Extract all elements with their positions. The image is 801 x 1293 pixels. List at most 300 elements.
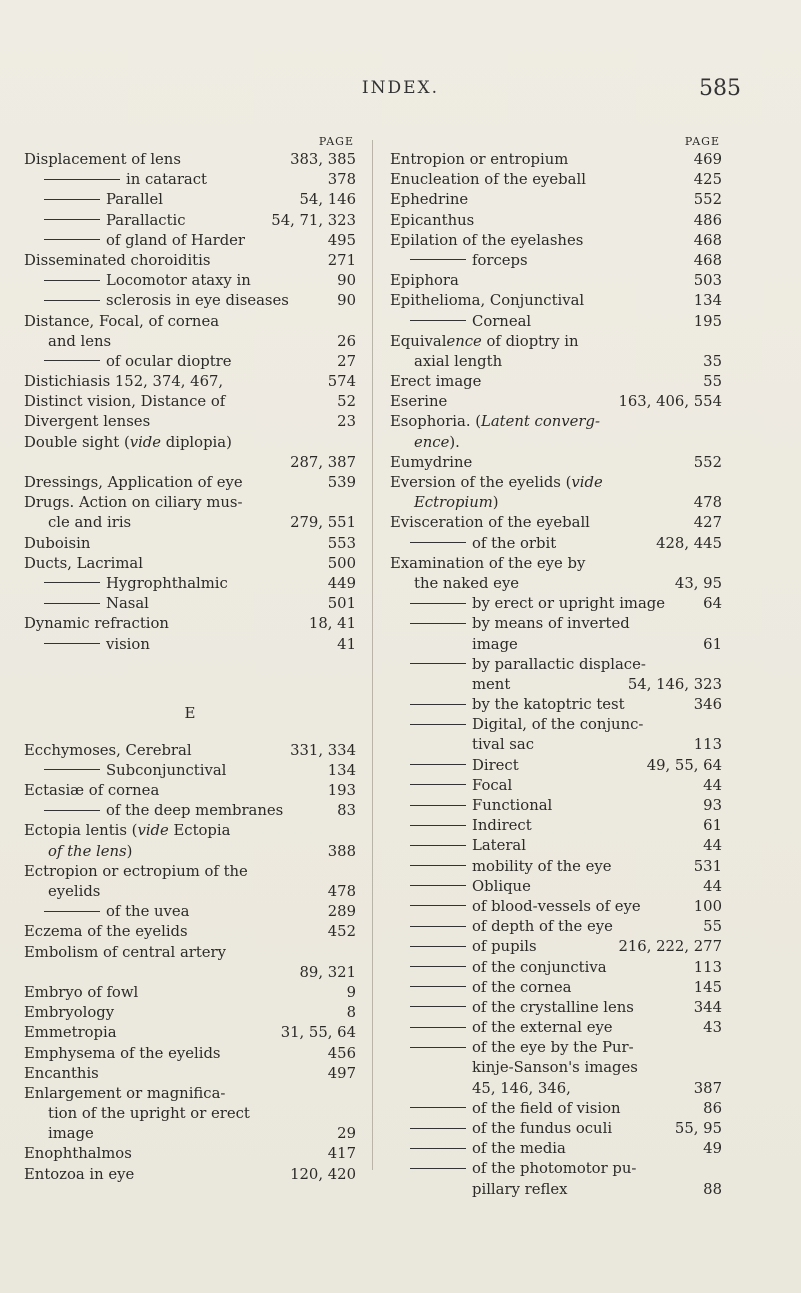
- entry-term: [24, 211, 265, 231]
- entry-term: [390, 998, 688, 1018]
- repeat-dash: [410, 959, 472, 976]
- entry-term: [390, 735, 688, 755]
- index-entry: [390, 655, 722, 675]
- entry-pages: 531: [693, 857, 722, 875]
- entry-pages: 113: [693, 958, 722, 976]
- repeat-dash: [410, 252, 472, 269]
- repeat-dash: [410, 817, 472, 834]
- entry-term: [24, 352, 331, 372]
- index-entry: [24, 943, 356, 963]
- entry-term: [24, 392, 331, 412]
- entry-term-text: sclerosis in eye diseases: [106, 292, 289, 310]
- entry-term: [390, 937, 612, 957]
- entry-pages: 452: [327, 923, 356, 941]
- column-divider: [372, 140, 373, 1170]
- index-entry: [390, 917, 722, 937]
- entry-term: [390, 655, 716, 675]
- index-entry: [390, 836, 722, 856]
- repeat-dash: [410, 595, 472, 612]
- entry-pages: 23: [337, 413, 356, 431]
- index-entry: [24, 594, 356, 614]
- entry-pages: 93: [703, 797, 722, 814]
- entry-term: [24, 312, 350, 332]
- index-entry: [390, 412, 722, 432]
- entry-term-text: of the external eye: [472, 1019, 613, 1037]
- index-list-e: [24, 741, 356, 1185]
- entry-term-text: Parallel: [106, 191, 163, 209]
- entry-term: [24, 1023, 275, 1043]
- entry-term-text: Indirect: [472, 817, 532, 835]
- repeat-dash: [410, 999, 472, 1016]
- entry-pages: 54, 146: [299, 191, 356, 209]
- entry-term: [390, 1038, 716, 1058]
- index-entry: [24, 211, 356, 231]
- entry-term: [24, 372, 322, 392]
- entry-term-text: of the crystalline lens: [472, 998, 634, 1016]
- entry-term-text: of the field of vision: [472, 1099, 621, 1117]
- repeat-dash: [44, 802, 106, 819]
- entry-term-text: of the conjunctiva: [472, 958, 607, 976]
- entry-term-text: kinje-Sanson's images: [472, 1059, 638, 1077]
- entry-term-text: pillary reflex: [472, 1180, 568, 1198]
- running-head: [0, 76, 801, 106]
- entry-term-text: Equivalence of dioptry in: [390, 332, 579, 350]
- entry-term: [390, 574, 669, 594]
- entry-term: [24, 781, 322, 801]
- index-entry: [390, 291, 722, 311]
- entry-term: [24, 1044, 322, 1064]
- entry-term-text: Ecchymoses, Cerebral: [24, 741, 192, 759]
- repeat-dash: [410, 837, 472, 854]
- entry-term: [24, 761, 322, 781]
- entry-pages: 346: [693, 696, 722, 714]
- index-entry: [390, 978, 722, 998]
- index-entry: [24, 1003, 356, 1023]
- index-entry: [24, 1064, 356, 1084]
- index-entry: [390, 150, 722, 170]
- entry-term: [390, 312, 688, 332]
- entry-term-text: ment: [472, 675, 511, 693]
- entry-term: [24, 433, 350, 453]
- index-entry: [24, 473, 356, 493]
- entry-term-text: Epithelioma, Conjunctival: [390, 292, 585, 310]
- entry-term: [390, 1079, 688, 1099]
- entry-term-text: Corneal: [472, 312, 532, 330]
- index-entry: [24, 251, 356, 271]
- entry-term: [390, 513, 688, 533]
- entry-term-text: of blood-vessels of eye: [472, 897, 641, 915]
- repeat-dash: [410, 777, 472, 794]
- index-entry: [390, 352, 722, 372]
- index-entry: [24, 801, 356, 821]
- entry-term: [390, 534, 650, 554]
- entry-term: [390, 291, 688, 311]
- index-entry: [390, 332, 722, 352]
- index-entry: [24, 190, 356, 210]
- entry-pages: 500: [327, 554, 356, 572]
- index-entry: [390, 998, 722, 1018]
- repeat-dash: [410, 1100, 472, 1117]
- repeat-dash: [44, 575, 106, 592]
- entry-term-text: of ocular dioptre: [106, 352, 232, 370]
- entry-term: [390, 695, 688, 715]
- entry-term-text: tival sac: [472, 736, 534, 754]
- entry-pages: 331, 334: [290, 741, 356, 759]
- index-entry: [24, 1023, 356, 1043]
- entry-term-text: eyelids: [48, 883, 101, 900]
- entry-term-text: of the orbit: [472, 534, 557, 552]
- entry-term-text: Distinct vision, Distance of: [24, 393, 226, 411]
- entry-term-text: Drugs. Action on ciliary mus-: [24, 494, 243, 512]
- index-entry: [390, 594, 722, 614]
- entry-term: [390, 594, 697, 614]
- repeat-dash: [44, 191, 106, 208]
- entry-term: [390, 554, 716, 574]
- index-entry: [390, 695, 722, 715]
- entry-term: [24, 614, 303, 634]
- entry-term-text: of the fundus oculi: [472, 1120, 613, 1137]
- entry-term: [24, 291, 331, 311]
- entry-term: [390, 978, 688, 998]
- index-entry: [390, 776, 722, 796]
- entry-term-text: of pupils: [472, 938, 537, 956]
- entry-pages: 279, 551: [290, 514, 356, 532]
- entry-term-text: Ectropion or ectropium of the: [24, 862, 248, 880]
- index-entry: [390, 1139, 722, 1159]
- entry-term: [390, 493, 688, 513]
- entry-pages: 497: [327, 1064, 356, 1082]
- entry-pages: 55: [703, 918, 722, 936]
- repeat-dash: [410, 878, 472, 895]
- index-entry: [390, 1180, 722, 1200]
- entry-pages: 44: [703, 837, 722, 855]
- entry-pages: 55: [703, 373, 722, 391]
- index-entry: [390, 877, 722, 897]
- entry-term: [390, 372, 697, 392]
- entry-term-text: Eserine: [390, 393, 448, 411]
- entry-term: [24, 821, 350, 841]
- entry-term: [390, 857, 688, 877]
- entry-term-text: of the deep membranes: [106, 802, 284, 820]
- index-entry: [24, 741, 356, 761]
- entry-pages: 195: [693, 312, 722, 330]
- entry-pages: 428, 445: [656, 534, 722, 552]
- repeat-dash: [44, 595, 106, 612]
- index-entry: [24, 862, 356, 882]
- repeat-dash: [410, 898, 472, 915]
- index-entry: [24, 635, 356, 655]
- section-letter: E: [184, 703, 196, 722]
- entry-term: [390, 332, 716, 352]
- entry-term: [24, 150, 284, 170]
- index-entry: [390, 493, 722, 513]
- entry-term: [390, 816, 697, 836]
- index-entry: [390, 251, 722, 271]
- entry-pages: 31, 55, 64: [280, 1024, 356, 1042]
- entry-pages: 574: [327, 373, 356, 391]
- repeat-dash: [410, 1120, 472, 1137]
- entry-pages: 43, 95: [674, 574, 722, 592]
- entry-pages: 478: [693, 494, 722, 512]
- index-entry: [24, 453, 356, 473]
- entry-term-text: Entropion or entropium: [390, 151, 569, 168]
- entry-term: [24, 574, 322, 594]
- entry-term: [390, 877, 697, 897]
- entry-pages: 388: [327, 842, 356, 860]
- entry-term-text: Embolism of central artery: [24, 943, 226, 961]
- entry-term: [24, 983, 341, 1003]
- entry-term: [390, 675, 622, 695]
- entry-term-text: by parallactic displace-: [472, 655, 646, 673]
- index-entry: [390, 756, 722, 776]
- entry-term: [24, 554, 322, 574]
- entry-term: [24, 801, 331, 821]
- entry-term-text: Eversion of the eyelids (vide: [390, 474, 603, 491]
- entry-term-text: Locomotor ataxy in: [106, 272, 251, 290]
- entry-term-text: Functional: [472, 797, 553, 814]
- index-entry: [24, 882, 356, 902]
- right-column: [390, 134, 722, 1200]
- entry-pages: 52: [337, 393, 356, 411]
- entry-term-text: by means of inverted: [472, 615, 630, 633]
- entry-term: [390, 392, 612, 412]
- entry-pages: 100: [693, 897, 722, 915]
- repeat-dash: [410, 1140, 472, 1157]
- index-entry: [390, 1079, 722, 1099]
- entry-term-text: Ectopia lentis (vide Ectopia: [24, 822, 231, 840]
- entry-term: [390, 271, 688, 291]
- entry-pages: 88: [703, 1180, 722, 1198]
- running-head-title: INDEX.: [361, 78, 440, 98]
- index-entry: [390, 1159, 722, 1179]
- entry-term-text: Erect image: [390, 373, 482, 391]
- entry-term: [390, 190, 688, 210]
- entry-term: [24, 922, 322, 942]
- repeat-dash: [410, 696, 472, 713]
- repeat-dash: [410, 535, 472, 552]
- repeat-dash: [44, 292, 106, 309]
- entry-term-text: Embryo of fowl: [24, 983, 139, 1001]
- index-entry: [24, 493, 356, 513]
- entry-term-text: Entozoa in eye: [24, 1165, 135, 1183]
- entry-pages: 54, 146, 323: [627, 675, 722, 693]
- repeat-dash: [410, 656, 472, 673]
- entry-term: [390, 211, 688, 231]
- entry-term-text: forceps: [472, 251, 528, 269]
- entry-term: [390, 412, 716, 432]
- entry-term: [24, 1165, 284, 1185]
- entry-term: [390, 1099, 697, 1119]
- entry-term-text: Epicanthus: [390, 211, 475, 229]
- entry-term: [24, 902, 322, 922]
- index-entry: [24, 291, 356, 311]
- repeat-dash: [410, 1019, 472, 1036]
- repeat-dash: [410, 979, 472, 996]
- index-entry: [390, 816, 722, 836]
- entry-pages: 18, 41: [308, 615, 356, 633]
- index-entry: [24, 1084, 356, 1104]
- entry-term-text: Enlargement or magnifica-: [24, 1084, 226, 1102]
- entry-term-text: Double sight (vide diplopia): [24, 433, 232, 451]
- entry-term: [24, 943, 350, 963]
- index-entry: [390, 735, 722, 755]
- repeat-dash: [44, 762, 106, 779]
- entry-term: [390, 150, 688, 170]
- repeat-dash: [44, 272, 106, 289]
- entry-pages: 113: [693, 736, 722, 754]
- entry-term-text: Ephedrine: [390, 191, 469, 209]
- entry-pages: 64: [703, 595, 722, 613]
- entry-pages: 35: [703, 352, 722, 370]
- repeat-dash: [44, 903, 106, 920]
- index-entry: [24, 412, 356, 432]
- entry-term: [390, 897, 688, 917]
- entry-pages: 90: [337, 292, 356, 310]
- entry-term-text: of the media: [472, 1140, 566, 1158]
- entry-term-text: Parallactic: [106, 211, 186, 229]
- index-entry: [390, 392, 722, 412]
- entry-term: [390, 170, 688, 190]
- index-entry: [390, 312, 722, 332]
- entry-term-text: of gland of Harder: [106, 231, 246, 249]
- entry-term-text: Emmetropia: [24, 1024, 117, 1042]
- entry-term-text: vision: [106, 635, 150, 653]
- entry-term-text: Eczema of the eyelids: [24, 923, 188, 941]
- repeat-dash: [410, 615, 472, 632]
- repeat-dash: [410, 797, 472, 814]
- entry-term: [24, 231, 322, 251]
- entry-term-text: axial length: [414, 352, 503, 370]
- entry-pages: 163, 406, 554: [618, 393, 722, 411]
- index-entry: [24, 534, 356, 554]
- index-entry: [390, 1058, 722, 1078]
- entry-pages: 468: [693, 231, 722, 249]
- index-entry: [390, 554, 722, 574]
- entry-pages: 41: [337, 635, 356, 653]
- entry-pages: 86: [703, 1099, 722, 1117]
- index-entry: [24, 842, 356, 862]
- index-entry: [24, 372, 356, 392]
- index-entry: [390, 937, 722, 957]
- entry-term: [24, 1003, 341, 1023]
- entry-pages: 456: [327, 1044, 356, 1062]
- entry-pages: 553: [327, 534, 356, 552]
- repeat-dash: [410, 918, 472, 935]
- entry-pages: 501: [327, 595, 356, 613]
- index-entry: [390, 231, 722, 251]
- index-entry: [390, 473, 722, 493]
- index-entry: [390, 897, 722, 917]
- entry-term: [390, 473, 716, 493]
- entry-pages: 417: [327, 1145, 356, 1163]
- entry-term: [390, 1018, 697, 1038]
- entry-term-text: cle and iris: [48, 514, 132, 532]
- entry-pages: 54, 71, 323: [271, 211, 356, 229]
- entry-term: [24, 1104, 350, 1124]
- entry-pages: 427: [693, 514, 722, 532]
- entry-term: [390, 352, 697, 372]
- index-entry: [24, 352, 356, 372]
- entry-term-text: Hygrophthalmic: [106, 574, 228, 592]
- entry-term: [390, 251, 688, 271]
- entry-term-text: Enophthalmos: [24, 1145, 132, 1163]
- entry-term: [24, 332, 331, 352]
- entry-term-text: of the uvea: [106, 903, 190, 921]
- entry-term: [24, 862, 350, 882]
- entry-term-text: Dynamic refraction: [24, 615, 169, 633]
- entry-pages: 478: [327, 883, 356, 900]
- repeat-dash: [410, 757, 472, 774]
- entry-term-text: ence).: [414, 433, 460, 451]
- entry-pages: 344: [693, 998, 722, 1016]
- entry-term: [390, 614, 716, 634]
- entry-term: [24, 594, 322, 614]
- entry-term: [390, 1119, 669, 1139]
- entry-term-text: Duboisin: [24, 534, 91, 552]
- entry-pages: 216, 222, 277: [618, 938, 722, 956]
- entry-pages: 120, 420: [290, 1165, 356, 1183]
- entry-pages: 378: [327, 171, 356, 189]
- entry-term-text: of the cornea: [472, 978, 572, 996]
- index-entry: [390, 513, 722, 533]
- entry-term: [390, 756, 641, 776]
- entry-term: [390, 231, 688, 251]
- entry-term: [390, 453, 688, 473]
- entry-pages: 145: [693, 978, 722, 996]
- index-entry: [390, 433, 722, 453]
- repeat-dash: [44, 171, 126, 188]
- entry-term-text: in cataract: [126, 171, 207, 189]
- entry-term: [24, 882, 322, 902]
- entry-pages: 383, 385: [290, 151, 356, 168]
- index-entry: [390, 857, 722, 877]
- index-entry: [390, 372, 722, 392]
- index-entry: [24, 554, 356, 574]
- index-entry: [390, 796, 722, 816]
- index-entry: [390, 271, 722, 291]
- entry-term-text: of depth of the eye: [472, 918, 613, 936]
- entry-term: [24, 741, 284, 761]
- index-entry: [390, 453, 722, 473]
- index-entry: [24, 781, 356, 801]
- entry-term: [24, 1144, 322, 1164]
- entry-pages: 44: [703, 776, 722, 794]
- entry-term-text: Focal: [472, 776, 513, 794]
- entry-term: [24, 513, 284, 533]
- index-entry: [390, 211, 722, 231]
- index-entry: [390, 1119, 722, 1139]
- page-number: 585: [699, 76, 741, 101]
- entry-term-text: Ectasiæ of cornea: [24, 782, 160, 800]
- index-entry: [390, 635, 722, 655]
- entry-term-text: mobility of the eye: [472, 857, 612, 875]
- entry-term-text: Emphysema of the eyelids: [24, 1044, 221, 1062]
- entry-term: [390, 776, 697, 796]
- entry-term-text: tion of the upright or erect: [48, 1105, 250, 1123]
- index-entry: [24, 614, 356, 634]
- entry-term: [390, 796, 697, 816]
- entry-term-text: Disseminated choroiditis: [24, 251, 211, 269]
- index-entry: [24, 963, 356, 983]
- index-entry: [24, 271, 356, 291]
- index-entry: [390, 170, 722, 190]
- entry-term-text: of the photomotor pu-: [472, 1160, 637, 1178]
- index-list-d: [24, 150, 356, 655]
- entry-term-text: Epiphora: [390, 272, 459, 290]
- entry-term-text: of the eye by the Pur-: [472, 1039, 634, 1057]
- entry-term-text: Lateral: [472, 837, 526, 855]
- index-entry: [24, 433, 356, 453]
